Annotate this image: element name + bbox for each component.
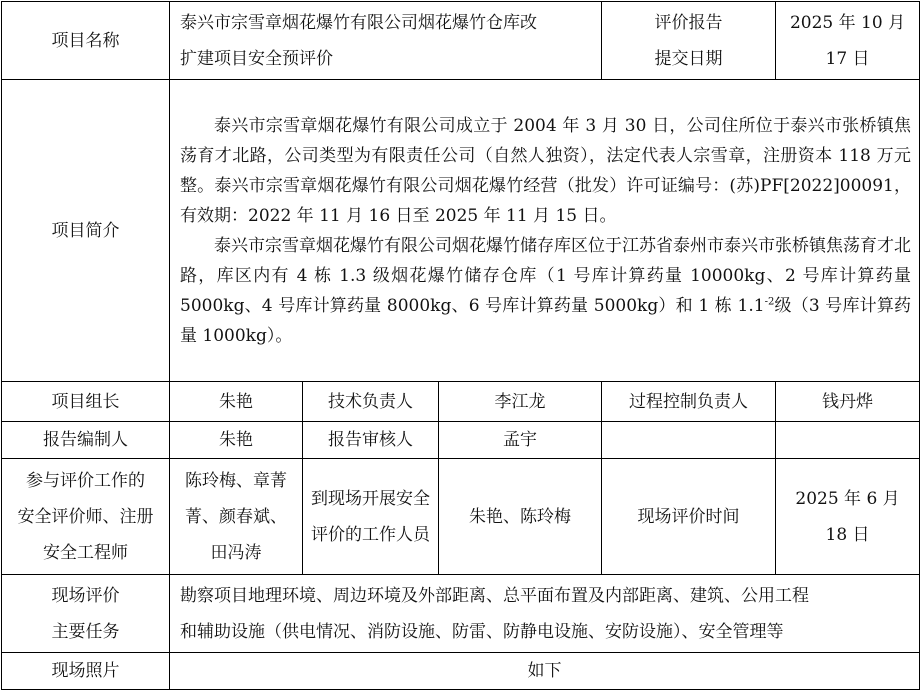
row-project-name: [2, 2, 920, 80]
project-name-value: 泰兴市宗雪章烟花爆竹有限公司烟花爆竹仓库改 扩建项目安全预评价: [170, 2, 602, 80]
tech-lead-label: 技术负责人: [303, 382, 439, 422]
participants-value: 陈玲梅、章菁 菁、颜春斌、 田冯涛: [170, 459, 303, 575]
leader-value: 朱艳: [170, 382, 303, 422]
blank-cell: [602, 422, 776, 459]
submit-date-value: 2025 年 10 月 17 日: [776, 2, 920, 80]
blank-cell: [776, 422, 920, 459]
main-tasks-label: 现场评价 主要任务: [2, 575, 170, 653]
project-intro-value: [170, 80, 920, 382]
site-eval-time-value: 2025 年 6 月 18 日: [776, 459, 920, 575]
site-staff-label: 到现场开展安全 评价的工作人员: [303, 459, 439, 575]
row-participants: [2, 459, 920, 575]
project-info-table: [1, 1, 920, 690]
row-main-tasks: [2, 575, 920, 653]
site-eval-time-label: 现场评价时间: [602, 459, 776, 575]
row-authors: [2, 422, 920, 459]
reviewer-label: 报告审核人: [303, 422, 439, 459]
author-value: 朱艳: [170, 422, 303, 459]
main-tasks-value: 勘察项目地理环境、周边环境及外部距离、总平面布置及内部距离、建筑、公用工程 和辅助设施（供电情况、消防设施、防雷、防静电设施、安防设施）、安全管理等: [170, 575, 920, 653]
site-photos-value: 如下: [170, 653, 920, 690]
participants-label: 参与评价工作的 安全评价师、注册 安全工程师: [2, 459, 170, 575]
intro-paragraph-1: 泰兴市宗雪章烟花爆竹有限公司成立于 2004 年 3 月 30 日，公司住所位于泰兴市张桥镇焦荡育才北路，公司类型为有限责任公司（自然人独资），法定代表人宗雪章，注册资本 118 万元整。泰兴市宗雪章烟花爆竹有限公司烟花爆竹经营（批发）许可证编号：(苏)PF[2022]00091，有效期：2022 年 11 月 16 日至 2025 年 11 月 15 日。: [180, 115, 912, 226]
author-label: 报告编制人: [2, 422, 170, 459]
project-name-label: 项目名称: [2, 2, 170, 80]
row-project-intro: [2, 80, 920, 382]
project-intro-label: 项目简介: [2, 80, 170, 382]
site-staff-value: 朱艳、陈玲梅: [439, 459, 602, 575]
site-photos-label: 现场照片: [2, 653, 170, 690]
tech-lead-value: 李江龙: [439, 382, 602, 422]
row-leaders: [2, 382, 920, 422]
process-control-value: 钱丹烨: [776, 382, 920, 422]
leader-label: 项目组长: [2, 382, 170, 422]
reviewer-value: 孟宇: [439, 422, 602, 459]
intro-paragraph-2: 泰兴市宗雪章烟花爆竹有限公司烟花爆竹储存库区位于江苏省泰州市泰兴市张桥镇焦荡育才北路，库区内有 4 栋 1.3 级烟花爆竹储存仓库（1 号库计算药量 10000kg、2 号库计算药量 5000kg、4 号库计算药量 8000kg、6 号库计算药量 5000kg）和 1 栋 $1.1^{-2}$级（3 号库计算药量 1000kg）。: [180, 235, 912, 346]
submit-date-label: 评价报告 提交日期: [602, 2, 776, 80]
process-control-label: 过程控制负责人: [602, 382, 776, 422]
